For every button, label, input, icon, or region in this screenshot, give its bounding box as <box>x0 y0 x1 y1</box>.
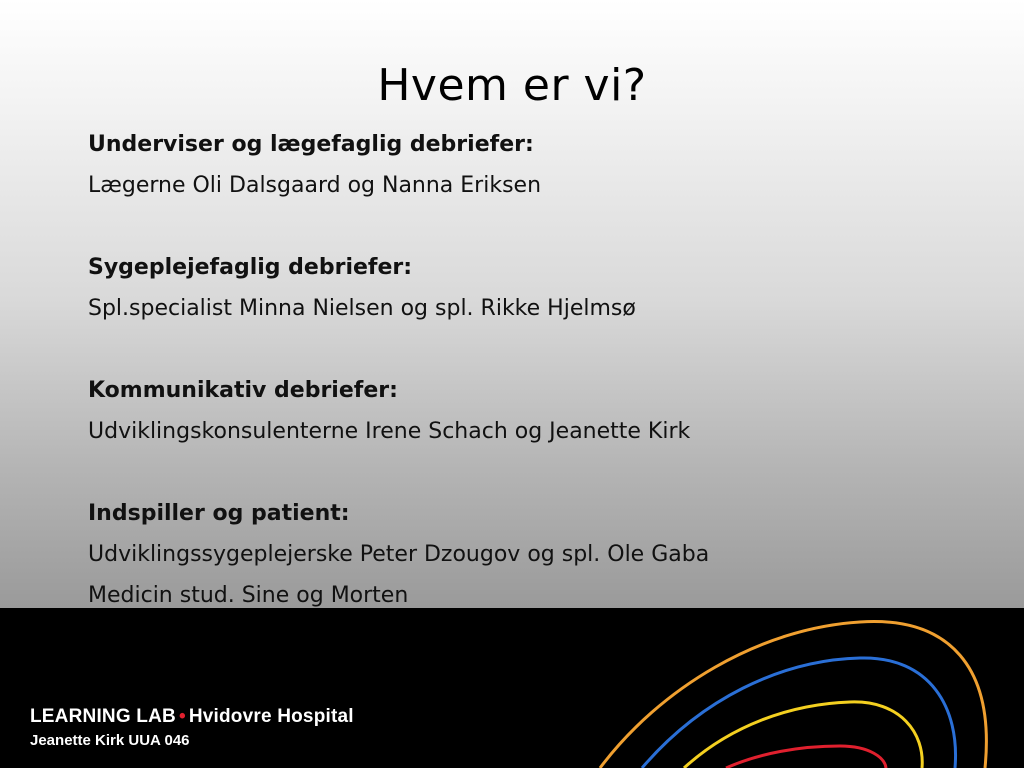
spacer <box>88 452 948 493</box>
section-text-communication: Udviklingskonsulenterne Irene Schach og Jeanette Kirk <box>88 419 691 444</box>
spacer <box>88 206 948 247</box>
slide-title: Hvem er vi? <box>377 60 647 111</box>
arc-blue <box>642 658 956 768</box>
footer-byline: Jeanette Kirk UUA 046 <box>30 732 190 749</box>
spacer <box>88 329 948 370</box>
section-text-instructors: Lægerne Oli Dalsgaard og Nanna Eriksen <box>88 173 542 198</box>
section-text-actors-2: Medicin stud. Sine og Morten <box>88 583 409 608</box>
section-text-actors-1: Udviklingssygeplejerske Peter Dzougov og spl. Ole Gaba <box>88 542 710 567</box>
footer-band <box>0 608 1024 768</box>
section-heading-actors: Indspiller og patient: <box>88 501 350 526</box>
brand-separator-dot: • <box>178 706 186 727</box>
slide-content <box>88 124 948 616</box>
section-heading-nursing: Sygeplejefaglig debriefer: <box>88 255 413 280</box>
brand-hospital: Hvidovre Hospital <box>188 706 354 727</box>
learning-lab-logo <box>30 706 354 728</box>
arc-red <box>726 746 886 768</box>
arc-yellow <box>684 702 922 768</box>
arc-orange <box>600 622 986 768</box>
section-text-nursing: Spl.specialist Minna Nielsen og spl. Rikke Hjelmsø <box>88 296 636 321</box>
brand-learning-lab: LEARNING LAB <box>30 706 176 727</box>
section-heading-communication: Kommunikativ debriefer: <box>88 378 398 403</box>
section-heading-instructors: Underviser og lægefaglig debriefer: <box>88 132 534 157</box>
